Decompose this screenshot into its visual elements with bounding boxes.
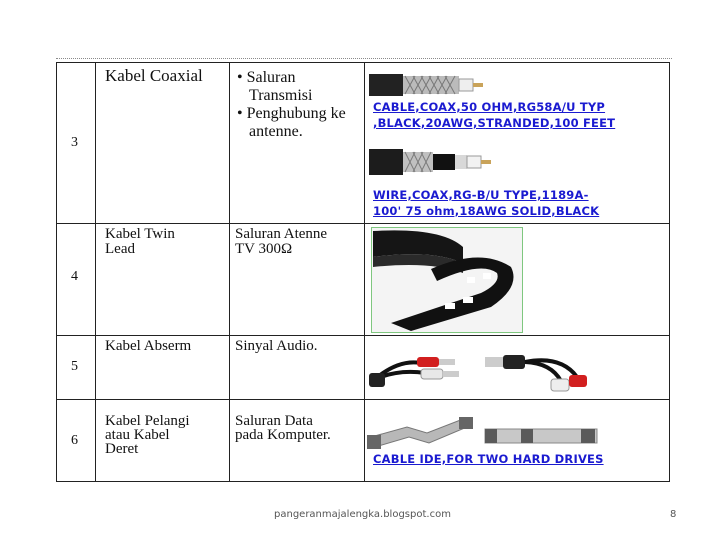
function-item: • Penghubung ke antenne. [237, 105, 346, 140]
ribbon-cable-image [367, 413, 477, 453]
row-divider [57, 335, 669, 336]
cable-function-list [235, 69, 361, 141]
cable-table [56, 62, 670, 482]
row-number: 6 [71, 433, 78, 448]
cable-caption: WIRE,COAX,RG-B/U TYPE,1189A- 100' 75 ohm,18AWG SOLID,BLACK [373, 188, 600, 218]
cable-caption: CABLE IDE,FOR TWO HARD DRIVES [373, 452, 604, 466]
cable-name: Kabel Twin Lead [105, 226, 175, 257]
cable-name: Kabel Pelangi atau Kabel Deret [105, 413, 190, 457]
page-number: 8 [670, 509, 677, 520]
cable-function: Saluran Atenne TV 300Ω [235, 226, 328, 257]
column-divider [364, 63, 365, 481]
cable-name: Kabel Coaxial [105, 66, 203, 85]
row-number: 4 [71, 269, 78, 284]
row-divider [57, 399, 669, 400]
ide-cable-image [481, 423, 601, 449]
cable-caption: CABLE,COAX,50 OHM,RG58A/U TYP ,BLACK,20AWG,STRANDED,100 FEET [373, 100, 616, 130]
cable-name: Kabel Abserm [105, 338, 192, 354]
column-divider [229, 63, 230, 481]
row-divider [57, 223, 669, 224]
top-dotted-rule [56, 58, 672, 59]
footer-source: pangeranmajalengka.blogspot.com [274, 509, 451, 520]
twin-lead-cable-image [371, 227, 523, 333]
row-number: 3 [71, 135, 78, 150]
function-item: • Saluran Transmisi [237, 69, 313, 104]
cable-function: Saluran Data pada Komputer. [235, 413, 331, 443]
coax-cable-rg-b-image [369, 143, 609, 181]
row-number: 5 [71, 359, 78, 374]
coax-cable-rg58-image [369, 68, 609, 102]
audio-rca-cable-image [369, 339, 479, 397]
audio-rca-cable-alt-image [481, 341, 591, 397]
column-divider [95, 63, 96, 481]
cable-function: Sinyal Audio. [235, 338, 318, 354]
